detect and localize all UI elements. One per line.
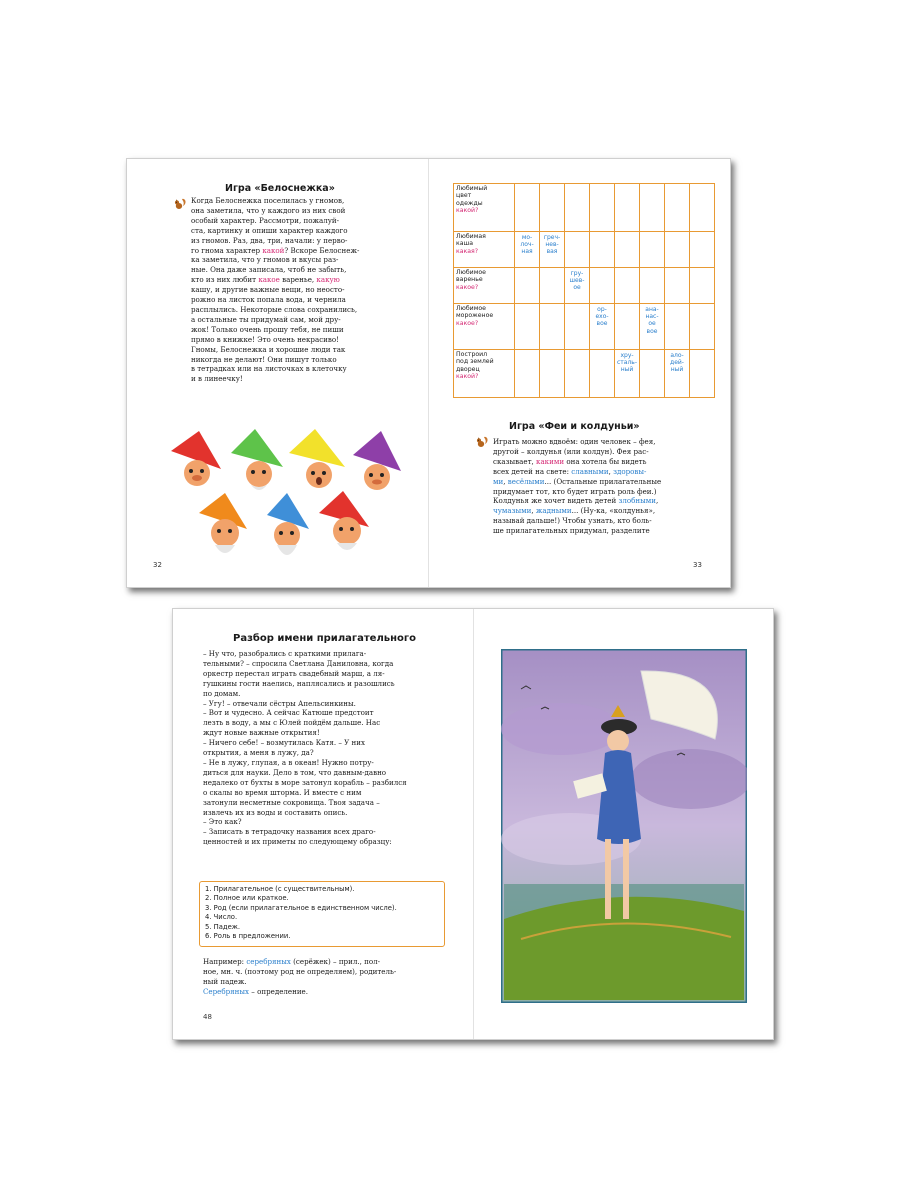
text-segment: (серёжек) – прил., пол- [290, 957, 380, 966]
text-line [203, 669, 445, 679]
answer-syllable: ная [521, 248, 533, 256]
text-line [191, 374, 399, 384]
text-line [191, 364, 399, 374]
answer-syllable: сталь- [616, 359, 637, 367]
text-line [203, 957, 445, 967]
text-line [191, 335, 399, 345]
text-segment: Колдунья же хочет видеть детей [493, 496, 619, 506]
fairy-painting [501, 649, 747, 1003]
text-line [493, 447, 711, 457]
text-segment: она хотела бы видеть [564, 456, 647, 466]
squirrel-icon [475, 435, 489, 449]
question-word: какая? [456, 247, 479, 255]
empty-cell [665, 232, 690, 268]
scheme-item: 3. Род (если прилагательное в единственном числе). [205, 903, 397, 912]
empty-cell [565, 184, 590, 232]
page-number-33: 33 [693, 561, 702, 569]
question-text: Любимая [456, 233, 486, 240]
empty-cell [615, 232, 640, 268]
text-line [203, 768, 445, 778]
story-text [203, 649, 445, 847]
question-word: какое? [456, 283, 479, 291]
empty-cell [540, 268, 565, 304]
answer-cell [640, 304, 665, 350]
question-text: Любимое [456, 269, 486, 276]
empty-cell [640, 350, 665, 398]
answer-cell [540, 232, 565, 268]
empty-cell [665, 304, 690, 350]
text-line [203, 817, 445, 827]
text-line [203, 827, 445, 837]
scheme-item: 4. Число. [205, 913, 238, 922]
text-line [191, 275, 399, 285]
question-word: какой? [456, 373, 479, 381]
text-segment: ное, мн. ч. (поэтому род не определяем), родитель- [203, 966, 397, 976]
question-text: Любимое [456, 305, 486, 312]
text-line [203, 659, 445, 669]
answer-syllable: вое [646, 327, 658, 335]
text-line [493, 467, 711, 477]
squirrel-icon [173, 197, 187, 211]
text-line [203, 738, 445, 748]
table-row [454, 184, 715, 232]
empty-cell [565, 350, 590, 398]
question-cell [454, 350, 515, 398]
text-segment: всех детей на свете: [493, 466, 572, 476]
text-line [493, 457, 711, 467]
text-segment: ше прилагательных придумал, разделите [493, 526, 650, 536]
question-cell [454, 184, 515, 232]
text-segment: особый характер. Рассмотри, пожалуй- [191, 215, 340, 225]
empty-cell [590, 268, 615, 304]
answer-syllable: ана- [645, 306, 659, 313]
text-segment: оркестр перестал играть свадебный марш, а ля- [203, 668, 385, 678]
text-line [203, 808, 445, 818]
text-segment: а остальные ты придумай сам, мой дру- [191, 314, 341, 324]
text-segment: – Угу! – отвечали сёстры Апельсинкины. [203, 698, 356, 708]
empty-cell [590, 232, 615, 268]
answer-syllable: нев- [545, 241, 559, 249]
text-segment: о скалы во время шторма. И вместе с ним [203, 787, 362, 797]
adjective-analysis-title: Разбор имени прилагательного [233, 633, 416, 644]
scheme-item: 1. Прилагательное (с существительным). [205, 885, 355, 893]
text-line [191, 315, 399, 325]
empty-cell [640, 184, 665, 232]
question-text: Построил [456, 351, 488, 358]
text-line [191, 255, 399, 265]
empty-cell [540, 350, 565, 398]
empty-cell [565, 232, 590, 268]
answer-syllable: вое [596, 320, 608, 328]
text-segment: ценностей и их приметы по следующему образцу: [203, 837, 392, 847]
answer-cell [515, 232, 540, 268]
text-line [493, 526, 711, 536]
text-line [203, 689, 445, 699]
text-line [493, 516, 711, 526]
table-row [454, 350, 715, 398]
page-number-48: 48 [203, 1013, 212, 1021]
answer-syllable: греч- [543, 234, 561, 241]
empty-cell [690, 350, 715, 398]
highlighted-word: весёлыми [507, 476, 545, 486]
book-spread-pages-32-33 [126, 158, 731, 588]
empty-cell [690, 268, 715, 304]
question-word: какое? [456, 319, 479, 327]
table-row [454, 268, 715, 304]
text-segment: – Записать в тетрадочку названия всех драго- [203, 827, 376, 837]
text-line [493, 487, 711, 497]
text-segment: рожно на листок попала вода, и чернила [191, 295, 346, 305]
text-segment: в тетрадках или на листочках в клеточку [191, 364, 347, 374]
answer-cell [665, 350, 690, 398]
table-row [454, 232, 715, 268]
empty-cell [665, 268, 690, 304]
page-fold [428, 159, 429, 587]
text-line [203, 977, 445, 987]
answer-syllable: ный [670, 366, 684, 374]
empty-cell [515, 350, 540, 398]
answer-syllable: ое [573, 284, 581, 292]
answer-syllable: ехо- [595, 313, 609, 321]
question-cell [454, 232, 515, 268]
text-line [493, 496, 711, 506]
text-line [203, 798, 445, 808]
question-word: какой? [456, 207, 479, 215]
text-line [203, 728, 445, 738]
text-line [203, 837, 445, 847]
game-snow-white-title: Игра «Белоснежка» [225, 183, 335, 194]
text-segment: Например: [203, 957, 247, 966]
text-line [493, 506, 711, 516]
scheme-item: 6. Роль в предложении. [205, 932, 291, 941]
gnomes-illustration [163, 429, 403, 569]
highlighted-word: серебряных [246, 957, 291, 966]
text-segment: расплылись. Некоторые слова сохранились, [191, 304, 358, 314]
empty-cell [615, 304, 640, 350]
answer-syllable: гру- [570, 270, 584, 277]
highlighted-word: какими [536, 456, 565, 466]
text-segment: прямо в книжке! Это очень некрасиво! [191, 334, 340, 344]
text-segment: ... (Ну-ка, «колдунья», [571, 506, 656, 516]
empty-cell [665, 184, 690, 232]
text-segment: называй дальше!) Чтобы узнать, кто боль- [493, 516, 652, 526]
scheme-item: 5. Падеж. [205, 922, 241, 931]
text-segment: из гномов. Раз, два, три, начали: у перво- [191, 235, 348, 245]
text-line [203, 788, 445, 798]
answer-syllable: дей- [670, 359, 684, 367]
answer-syllable: мо- [521, 234, 533, 241]
question-text: варенье [456, 276, 483, 284]
text-segment: – Вот и чудесно. А сейчас Катюше предстоит [203, 708, 374, 718]
text-segment: жок! Только очень прошу тебя, не пиши [191, 324, 344, 334]
highlighted-word: злобными [618, 496, 656, 506]
highlighted-word: какую [316, 275, 340, 285]
example-text [203, 957, 445, 997]
answer-syllable: вая [546, 248, 558, 256]
text-line [191, 226, 399, 236]
empty-cell [615, 268, 640, 304]
text-segment: она заметила, что у каждого из них свой [191, 205, 346, 215]
text-segment: ные. Она даже записала, чтоб не забыть, [191, 265, 347, 275]
empty-cell [540, 304, 565, 350]
text-line [493, 477, 711, 487]
empty-cell [690, 232, 715, 268]
text-segment: го гнома характер [191, 245, 263, 255]
text-segment: извлечь их из воды и составить опись. [203, 807, 348, 817]
text-segment: лезть в воду, а мы с Юлей пойдём дальше. Нас [203, 718, 381, 728]
text-segment: ный падеж. [203, 976, 247, 986]
text-segment: варенье, [279, 275, 317, 285]
empty-cell [515, 304, 540, 350]
highlighted-word: Серебряных [203, 986, 250, 996]
game-fairies-title: Игра «Феи и колдуньи» [509, 421, 640, 432]
text-segment: тельными? – спросила Светлана Даниловна, когда [203, 658, 394, 668]
text-segment: никогда не делают! Они пишут только [191, 354, 337, 364]
empty-cell [590, 184, 615, 232]
answer-syllable: ало- [670, 352, 684, 359]
text-line [191, 325, 399, 335]
highlighted-word: ми [493, 476, 504, 486]
empty-cell [540, 184, 565, 232]
text-line [191, 285, 399, 295]
text-segment: сказывает, [493, 456, 537, 466]
text-segment: – Ничего себе! – возмутилась Катя. – У них [203, 738, 365, 748]
highlighted-word: какой [262, 245, 285, 255]
text-line [191, 216, 399, 226]
text-segment: ка заметила, что у гномов и вкусы раз- [191, 255, 339, 265]
text-segment: по домам. [203, 688, 241, 698]
text-line [191, 355, 399, 365]
text-segment: ... (Остальные прилагательные [544, 476, 662, 486]
text-segment: кашу, и другие важные вещи, но неосто- [191, 285, 345, 295]
text-line [203, 748, 445, 758]
text-line [203, 967, 445, 977]
question-text: одежды [456, 199, 483, 207]
question-text: Любимый [456, 185, 488, 192]
book-spread-page-48 [172, 608, 774, 1040]
empty-cell [515, 268, 540, 304]
highlighted-word: жадными [535, 506, 572, 516]
question-text: каша [456, 240, 473, 248]
empty-cell [565, 304, 590, 350]
text-segment: ? Вскоре Белоснеж- [284, 245, 360, 255]
text-segment: придумает тот, кто будет играть роль феи.) [493, 486, 657, 496]
empty-cell [615, 184, 640, 232]
text-segment: , [503, 476, 508, 486]
question-text: цвет [456, 192, 472, 200]
empty-cell [690, 184, 715, 232]
table-row [454, 304, 715, 350]
highlighted-word: здоровы- [613, 466, 647, 476]
highlighted-word: чумазыми [493, 506, 532, 516]
text-segment: Гномы, Белоснежка и хорошие люди так [191, 344, 346, 354]
text-line [191, 236, 399, 246]
answer-syllable: лоч- [520, 241, 534, 249]
empty-cell [690, 304, 715, 350]
text-line [191, 206, 399, 216]
text-line [191, 295, 399, 305]
question-cell [454, 268, 515, 304]
text-line [191, 345, 399, 355]
text-segment: ждут новые важные открытия! [203, 728, 320, 738]
text-segment: – Не в лужу, глупая, а в океан! Нужно потру- [203, 757, 374, 767]
text-segment: – определение. [249, 986, 309, 996]
text-segment: – Это как? [203, 817, 242, 827]
page-number-32: 32 [153, 561, 162, 569]
scheme-item: 2. Полное или краткое. [205, 894, 289, 903]
text-segment: гушкины гости наелись, наплясались и разошлись [203, 678, 395, 688]
text-segment: затонули несметные сокровища. Твоя задача – [203, 797, 380, 807]
answer-syllable: хру- [620, 352, 634, 359]
text-line [191, 265, 399, 275]
text-segment: диться для науки. Дело в том, что давным-давно [203, 767, 387, 777]
page-fold [473, 609, 474, 1039]
text-line [203, 758, 445, 768]
text-segment: другой – колдунья (или колдун). Фея рас- [493, 446, 649, 456]
empty-cell [515, 184, 540, 232]
text-line [191, 305, 399, 315]
snow-white-text [191, 196, 399, 384]
question-text: дворец [456, 365, 480, 373]
text-segment: Играть можно вдвоём: один человек – фея, [493, 437, 656, 446]
question-cell [454, 304, 515, 350]
text-segment: , [656, 496, 659, 506]
answer-syllable: нас- [645, 313, 659, 321]
text-line [203, 718, 445, 728]
answer-syllable: ор- [597, 306, 607, 313]
empty-cell [640, 232, 665, 268]
text-line [203, 649, 445, 659]
word-grid-table [453, 183, 715, 398]
highlighted-word: какое [258, 275, 280, 285]
text-line [203, 679, 445, 689]
text-segment: Когда Белоснежка поселилась у гномов, [191, 196, 345, 205]
text-segment: , [531, 506, 536, 516]
text-segment: кто из них любит [191, 275, 259, 285]
text-segment: ста, картинку и опиши характер каждого [191, 225, 348, 235]
text-line [191, 196, 399, 206]
answer-cell [615, 350, 640, 398]
text-line [203, 778, 445, 788]
answer-syllable: ный [620, 366, 634, 374]
analysis-scheme-box [199, 881, 445, 947]
text-line [191, 246, 399, 256]
question-text: мороженое [456, 312, 494, 320]
highlighted-word: славными [571, 466, 609, 476]
answer-cell [565, 268, 590, 304]
empty-cell [590, 350, 615, 398]
text-segment: недалеко от бухты в море затонул корабль – разбился [203, 777, 407, 787]
text-segment: , [608, 466, 614, 476]
text-line [493, 437, 711, 447]
answer-syllable: ое [648, 320, 656, 328]
answer-cell [590, 304, 615, 350]
text-segment: и в линеечку! [191, 374, 243, 384]
text-segment: – Ну что, разобрались с краткими прилага- [203, 649, 367, 658]
text-line [203, 987, 445, 997]
text-line [203, 699, 445, 709]
text-segment: открытия, а меня в лужу, да? [203, 748, 314, 758]
empty-cell [640, 268, 665, 304]
text-line [203, 708, 445, 718]
question-text: под землей [456, 358, 494, 366]
answer-syllable: шев- [569, 277, 585, 285]
fairies-text [493, 437, 711, 536]
